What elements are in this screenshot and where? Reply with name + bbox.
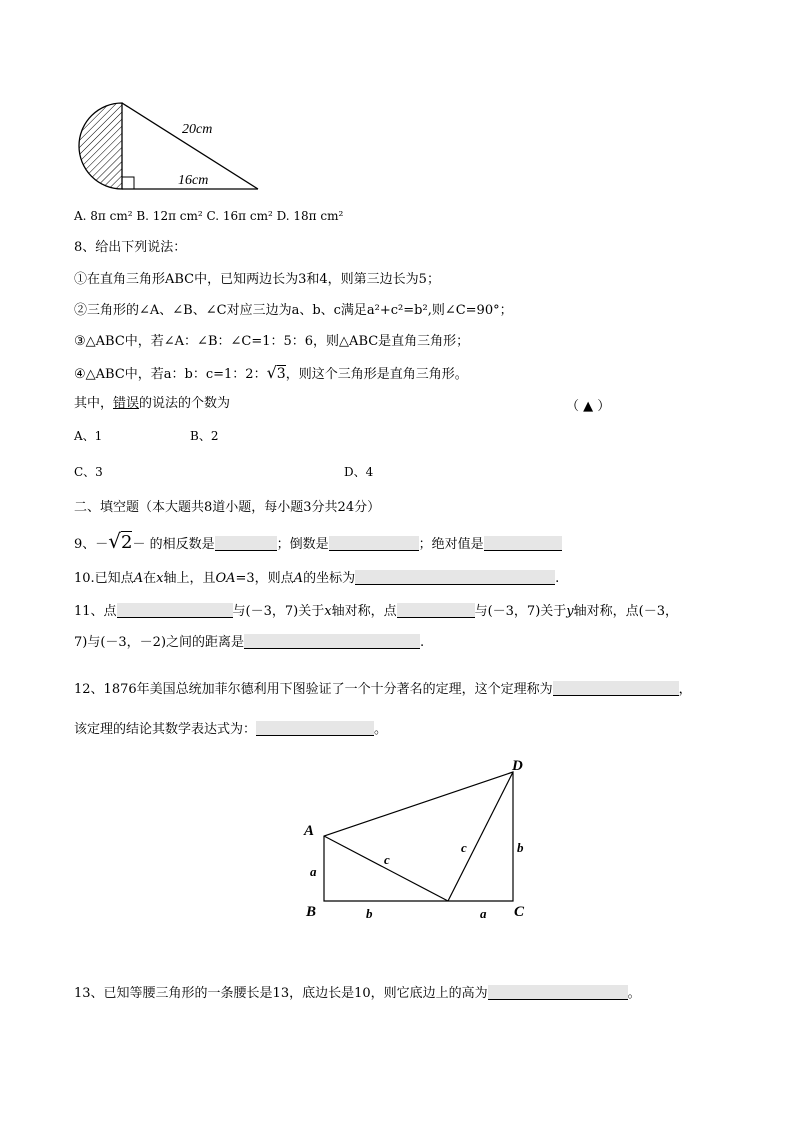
- q8-statement-2: ②三角形的∠A、∠B、∠C对应三边为a、b、c满足a²+c²=b²,则∠C=90°；: [74, 303, 513, 318]
- sqrt-symbol: √: [266, 363, 277, 382]
- q8-s4-suffix: ，则这个三角形是直角三角形。: [285, 367, 468, 382]
- q9-blank-reciprocal[interactable]: [329, 536, 419, 551]
- q8-option-a: A、1: [74, 429, 103, 443]
- q9-text-2: ；倒数是: [276, 537, 329, 552]
- q11-blank-1[interactable]: [117, 603, 233, 618]
- q11-t3: 轴对称，点: [331, 604, 397, 619]
- side-b-bottom-label: b: [366, 906, 373, 921]
- answer-parenthesis: （ ▲ ）: [566, 399, 611, 414]
- q12-text-1: 12、1876年美国总统加菲尔德利用下图验证了一个十分著名的定理，这个定理称为: [74, 682, 553, 697]
- q10-t5: 的坐标为: [303, 571, 356, 586]
- q11-blank-2[interactable]: [397, 603, 475, 618]
- q11-t6: 7)与(－3，－2)之间的距离是: [74, 635, 245, 650]
- sqrt-symbol: √: [108, 529, 122, 553]
- q12-line-2: [74, 721, 387, 739]
- side-a-left-label: a: [310, 864, 317, 879]
- q11-end: .: [420, 635, 425, 650]
- q8-option-b: B、2: [190, 429, 219, 443]
- q10-end: .: [555, 571, 560, 586]
- side-b-right-label: b: [517, 840, 524, 855]
- q8-ask-underlined: 错误: [113, 396, 140, 411]
- q12-blank-expression[interactable]: [256, 721, 374, 736]
- vertex-d-label: D: [512, 758, 523, 774]
- q11-line-2: [74, 634, 424, 652]
- q12-blank-theorem[interactable]: [553, 681, 679, 696]
- q9: [74, 529, 562, 554]
- q11-t2: 与(－3，7)关于: [232, 604, 325, 619]
- q8-s4-radicand: 3: [276, 366, 286, 382]
- q10-point-a2: A: [293, 571, 304, 586]
- q10: [74, 570, 559, 588]
- q13-blank-height[interactable]: [488, 985, 628, 1000]
- q8-statement-1: ①在直角三角形ABC中，已知两边长为3和4，则第三边长为5；: [74, 272, 440, 287]
- q11-y: y: [566, 604, 574, 619]
- q12-line-1: [74, 681, 692, 699]
- q12-text-2: 该定理的结论其数学表达式为：: [74, 722, 257, 737]
- q8-statement-3: ③△ABC中，若∠A：∠B：∠C=1：5：6，则△ABC是直角三角形；: [74, 334, 470, 349]
- q13: [74, 985, 641, 1003]
- q10-t4: =3，则点: [235, 571, 294, 586]
- q9-text-3: ；绝对值是: [418, 537, 484, 552]
- vertex-b-label: B: [306, 904, 317, 920]
- q9-prefix: 9、－: [74, 537, 109, 552]
- q10-t1: 10.已知点: [74, 571, 134, 586]
- q8-ask-prefix: 其中，: [74, 396, 114, 411]
- q13-period: 。: [627, 986, 641, 1001]
- q8-statement-4: [74, 364, 468, 384]
- garfield-trapezoid-figure: [296, 752, 536, 927]
- q12-period: 。: [374, 722, 388, 737]
- q10-t2: 在: [143, 571, 157, 586]
- q10-t3: 轴上，且: [163, 571, 216, 586]
- q8-ask-suffix: 的说法的个数为: [139, 396, 231, 411]
- q11-line-1: [74, 603, 678, 621]
- q8-option-d: D、4: [344, 465, 374, 479]
- q13-text: 13、已知等腰三角形的一条腰长是13，底边长是10，则它底边上的高为: [74, 986, 488, 1001]
- q9-radicand: 2: [121, 532, 133, 553]
- q11-x: x: [324, 604, 332, 619]
- semicircle-triangle-figure: [70, 100, 270, 195]
- hyp-c-1-label: c: [384, 852, 390, 867]
- q12-comma: ，: [678, 682, 692, 697]
- side-a-bottom-label: a: [480, 906, 487, 921]
- section-2-heading: 二、填空题（本大题共8道小题，每小题3分共24分）: [74, 500, 381, 515]
- vertex-c-label: C: [514, 904, 525, 920]
- q9-text-1: － 的相反数是: [132, 537, 215, 552]
- q11-t1: 11、点: [74, 604, 117, 619]
- q10-x: x: [156, 571, 164, 586]
- q9-blank-absolute[interactable]: [484, 536, 562, 551]
- q8-option-c: C、3: [74, 465, 103, 479]
- base-label: 16cm: [178, 173, 209, 188]
- q11-t4: 与(－3，7)关于: [474, 604, 567, 619]
- hyp-c-2-label: c: [461, 840, 467, 855]
- q8-s4-prefix: ④△ABC中，若a：b：c=1：2：: [74, 367, 267, 382]
- q11-blank-3[interactable]: [244, 634, 420, 649]
- q10-oa: OA: [215, 571, 236, 586]
- q9-blank-opposite[interactable]: [215, 536, 277, 551]
- q7-options: A. 8π cm² B. 12π cm² C. 16π cm² D. 18π cm²: [74, 209, 344, 223]
- vertex-a-label: A: [304, 823, 315, 839]
- q10-blank[interactable]: [355, 570, 555, 585]
- q11-t5: 轴对称，点(－3，: [573, 604, 678, 619]
- q8-question: [74, 395, 230, 413]
- hypotenuse-label: 20cm: [182, 122, 213, 137]
- q8-title: 8、给出下列说法：: [74, 240, 187, 255]
- q10-point-a: A: [133, 571, 144, 586]
